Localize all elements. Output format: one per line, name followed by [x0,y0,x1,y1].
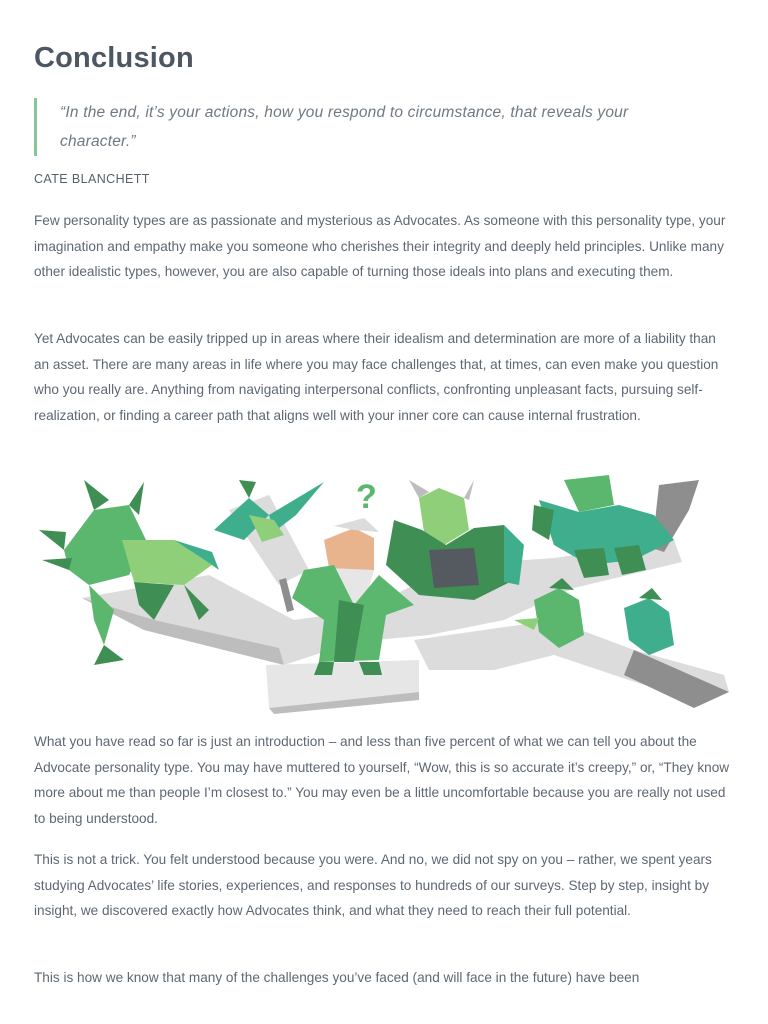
paragraph-1: Few personality types are as passionate and mysterious as Advocates. As someone with this personality type, your imagination and empathy make you someone who cherishes their integrity and deeply held principles. Unlike many other idealistic types, however, you are also capable of turning those ideals into plans and executing them. [34,213,726,279]
pull-quote [34,98,684,156]
paragraph-4: This is not a trick. You felt understood because you were. And no, we did not spy on you – rather, we spent years studying Advocates’ life stories, experiences, and responses to hundreds of our surveys. Step by step, insight by insight, we discovered exactly how Advocates think, and what they need to reach their full potential. [34,852,712,918]
paragraph-5: This is how we know that many of the challenges you’ve faced (and will face in the future) have been [34,970,640,985]
advocate-vs-monsters-illustration [34,470,738,714]
quote-author: CATE BLANCHETT [34,172,150,186]
paragraph-3: What you have read so far is just an introduction – and less than five percent of what we can tell you about the Advocate personality type. You may have muttered to yourself, “Wow, this is so accurate it’s creepy,” or, “They know more about me than people I’m closest to.” You may even be a little uncomfortable because you are really not used to being understood. [34,734,730,826]
quote-text: “In the end, it’s your actions, how you respond to circumstance, that reveals your character.” [60,104,629,150]
horned-ogre-graphic [386,480,524,600]
question-mark-symbol: ? [356,478,377,516]
page-title: Conclusion [34,42,194,74]
paragraph-2: Yet Advocates can be easily tripped up in areas where their idealism and determination are more of a liability than an asset. There are many areas in life where you may face challenges that, at times, can even make you question who you really are. Anything from navigating interpersonal conflicts, confronting unpleasant facts, pursuing self-realization, or finding a career path that aligns well with your inner core can cause internal frustration. [34,331,719,423]
